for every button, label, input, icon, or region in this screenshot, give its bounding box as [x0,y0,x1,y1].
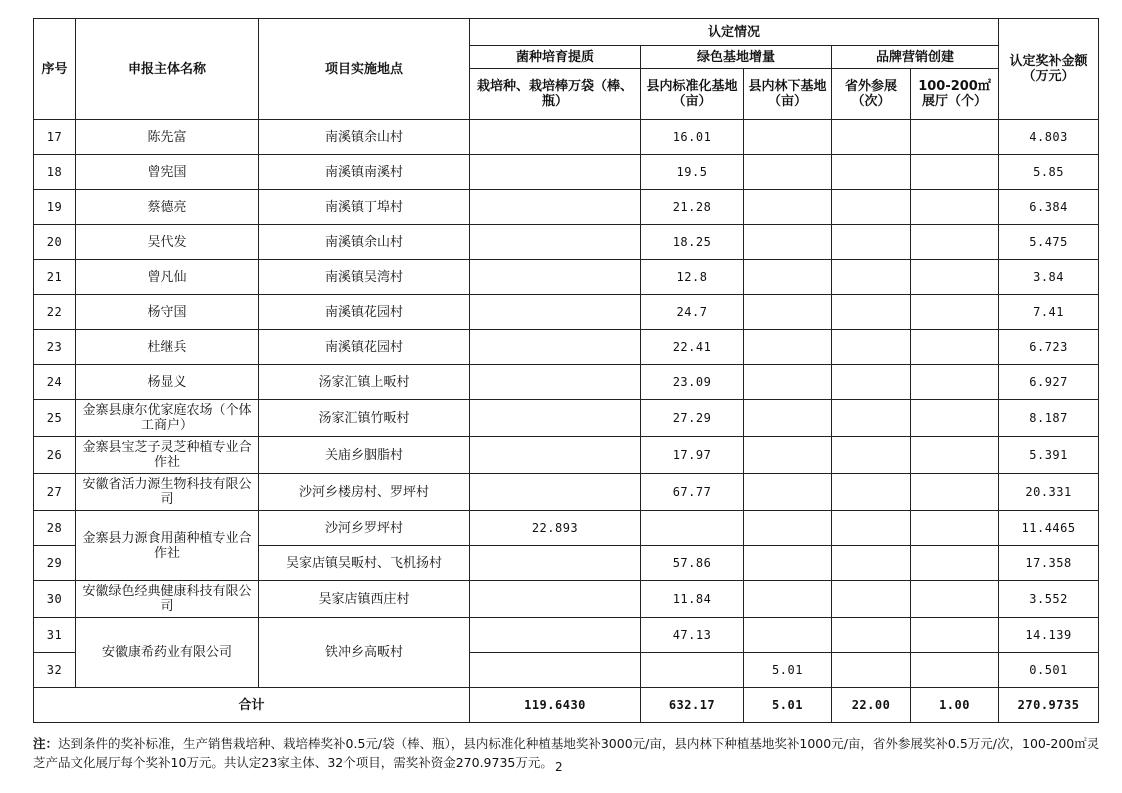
cell-amount: 6.723 [999,330,1099,365]
cell-amount: 3.84 [999,260,1099,295]
table-row [34,400,1099,437]
cell-seq: 25 [34,400,76,437]
total-amount: 270.9735 [999,688,1099,723]
cell-hall [911,653,999,688]
cell-std: 11.84 [641,581,744,618]
cell-cultivar [470,618,641,653]
cell-name: 金寨县力源食用菌种植专业合作社 [76,511,259,581]
header-std-base: 县内标准化基地（亩） [641,69,744,120]
header-group-green: 绿色基地增量 [641,46,832,69]
cell-amount: 5.475 [999,225,1099,260]
cell-seq: 18 [34,155,76,190]
cell-hall [911,295,999,330]
header-row-1 [34,19,1099,46]
cell-seq: 32 [34,653,76,688]
cell-seq: 30 [34,581,76,618]
cell-expo [832,295,911,330]
header-seq: 序号 [34,19,76,120]
cell-amount: 5.85 [999,155,1099,190]
cell-forest [744,474,832,511]
cell-cultivar [470,225,641,260]
cell-name: 曾凡仙 [76,260,259,295]
table-row [34,474,1099,511]
total-forest: 5.01 [744,688,832,723]
cell-seq: 27 [34,474,76,511]
cell-cultivar [470,190,641,225]
cell-std: 57.86 [641,546,744,581]
cell-cultivar [470,330,641,365]
cell-forest [744,365,832,400]
total-std: 632.17 [641,688,744,723]
table-row [34,511,1099,546]
cell-amount: 3.552 [999,581,1099,618]
cell-std: 16.01 [641,120,744,155]
header-name: 申报主体名称 [76,19,259,120]
cell-expo [832,474,911,511]
cell-amount: 20.331 [999,474,1099,511]
cell-expo [832,260,911,295]
cell-seq: 19 [34,190,76,225]
footnote-text: 达到条件的奖补标准，生产销售栽培种、栽培棒奖补0.5元/袋（棒、瓶），县内标准化种植基地奖补3000元/亩，县内林下种植基地奖补1000元/亩，省外参展奖补0.5万元/次，100-200㎡灵芝产品文化展厅每个奖补10万元。共认定23家主体、32个项目，需奖补资金270.9735万元。 [33,736,1100,770]
cell-hall [911,474,999,511]
cell-forest [744,260,832,295]
cell-hall [911,618,999,653]
cell-std: 12.8 [641,260,744,295]
cell-expo [832,511,911,546]
cell-cultivar [470,581,641,618]
cell-forest [744,295,832,330]
table-row [34,330,1099,365]
cell-cultivar [470,155,641,190]
cell-location: 沙河乡楼房村、罗坪村 [259,474,470,511]
cell-location: 南溪镇南溪村 [259,155,470,190]
cell-forest [744,618,832,653]
cell-hall [911,260,999,295]
cell-forest [744,120,832,155]
header-location: 项目实施地点 [259,19,470,120]
cell-hall [911,581,999,618]
cell-amount: 7.41 [999,295,1099,330]
cell-std: 22.41 [641,330,744,365]
cell-std: 21.28 [641,190,744,225]
cell-name: 金寨县康尔优家庭农场（个体工商户） [76,400,259,437]
cell-location: 沙河乡罗坪村 [259,511,470,546]
cell-name: 安徽省活力源生物科技有限公司 [76,474,259,511]
footnote [33,734,1103,772]
cell-hall [911,155,999,190]
cell-expo [832,225,911,260]
cell-seq: 20 [34,225,76,260]
total-cultivar: 119.6430 [470,688,641,723]
cell-std: 24.7 [641,295,744,330]
cell-cultivar [470,295,641,330]
cell-expo [832,400,911,437]
cell-cultivar [470,474,641,511]
cell-hall [911,225,999,260]
table-row [34,365,1099,400]
cell-amount: 0.501 [999,653,1099,688]
cell-cultivar [470,546,641,581]
header-expo: 省外参展（次） [832,69,911,120]
cell-name: 安徽绿色经典健康科技有限公司 [76,581,259,618]
header-cultivar: 栽培种、栽培棒万袋（棒、瓶） [470,69,641,120]
cell-cultivar [470,400,641,437]
cell-location: 南溪镇丁埠村 [259,190,470,225]
cell-expo [832,120,911,155]
cell-location: 南溪镇花园村 [259,330,470,365]
cell-expo [832,618,911,653]
cell-std [641,653,744,688]
cell-location: 关庙乡胭脂村 [259,437,470,474]
cell-cultivar [470,653,641,688]
cell-forest [744,581,832,618]
cell-expo [832,330,911,365]
header-group-brand: 品牌营销创建 [832,46,999,69]
header-hall: 100-200㎡展厅（个） [911,69,999,120]
cell-std: 47.13 [641,618,744,653]
subsidy-table-container [33,18,1098,723]
cell-seq: 28 [34,511,76,546]
cell-amount: 6.384 [999,190,1099,225]
table-row [34,581,1099,618]
cell-seq: 24 [34,365,76,400]
cell-forest [744,546,832,581]
cell-name: 安徽康希药业有限公司 [76,618,259,688]
header-group-strain: 菌种培育提质 [470,46,641,69]
subsidy-table [33,18,1099,723]
cell-cultivar [470,120,641,155]
cell-hall [911,190,999,225]
cell-hall [911,437,999,474]
cell-expo [832,581,911,618]
cell-std: 27.29 [641,400,744,437]
total-expo: 22.00 [832,688,911,723]
cell-forest [744,511,832,546]
cell-amount: 4.803 [999,120,1099,155]
total-hall: 1.00 [911,688,999,723]
cell-std [641,511,744,546]
cell-std: 23.09 [641,365,744,400]
cell-name: 杨守国 [76,295,259,330]
cell-expo [832,437,911,474]
cell-amount: 11.4465 [999,511,1099,546]
cell-hall [911,546,999,581]
cell-location: 汤家汇镇竹畈村 [259,400,470,437]
cell-amount: 14.139 [999,618,1099,653]
cell-cultivar [470,260,641,295]
table-row [34,225,1099,260]
table-row [34,120,1099,155]
cell-hall [911,511,999,546]
table-row [34,155,1099,190]
cell-seq: 26 [34,437,76,474]
cell-location: 汤家汇镇上畈村 [259,365,470,400]
cell-location: 南溪镇花园村 [259,295,470,330]
cell-name: 吴代发 [76,225,259,260]
cell-std: 17.97 [641,437,744,474]
table-row [34,618,1099,653]
cell-forest [744,437,832,474]
cell-expo [832,155,911,190]
cell-forest [744,190,832,225]
cell-forest [744,330,832,365]
cell-forest [744,400,832,437]
cell-name: 蔡德亮 [76,190,259,225]
cell-hall [911,120,999,155]
cell-std: 18.25 [641,225,744,260]
cell-expo [832,653,911,688]
cell-location: 吴家店镇吴畈村、飞机扬村 [259,546,470,581]
total-row [34,688,1099,723]
cell-hall [911,330,999,365]
cell-seq: 29 [34,546,76,581]
cell-amount: 5.391 [999,437,1099,474]
table-row [34,295,1099,330]
cell-cultivar [470,365,641,400]
footnote-label: 注： [33,736,59,751]
cell-seq: 21 [34,260,76,295]
cell-name: 杜继兵 [76,330,259,365]
cell-seq: 22 [34,295,76,330]
table-row [34,260,1099,295]
page-number: 2 [555,760,563,774]
cell-std: 67.77 [641,474,744,511]
cell-name: 陈先富 [76,120,259,155]
cell-location: 吴家店镇西庄村 [259,581,470,618]
cell-location: 铁冲乡高畈村 [259,618,470,688]
cell-amount: 6.927 [999,365,1099,400]
cell-cultivar [470,437,641,474]
cell-name: 杨显义 [76,365,259,400]
cell-name: 曾宪国 [76,155,259,190]
header-forest-base: 县内林下基地（亩） [744,69,832,120]
cell-location: 南溪镇吴湾村 [259,260,470,295]
cell-std: 19.5 [641,155,744,190]
total-label: 合计 [34,688,470,723]
cell-hall [911,400,999,437]
cell-forest: 5.01 [744,653,832,688]
cell-hall [911,365,999,400]
cell-amount: 8.187 [999,400,1099,437]
table-row [34,190,1099,225]
cell-seq: 31 [34,618,76,653]
header-recognition: 认定情况 [470,19,999,46]
cell-name: 金寨县宝芝子灵芝种植专业合作社 [76,437,259,474]
cell-location: 南溪镇余山村 [259,225,470,260]
cell-amount: 17.358 [999,546,1099,581]
cell-seq: 23 [34,330,76,365]
cell-expo [832,190,911,225]
cell-cultivar: 22.893 [470,511,641,546]
table-row [34,437,1099,474]
header-amount: 认定奖补金额（万元） [999,19,1099,120]
cell-seq: 17 [34,120,76,155]
cell-expo [832,365,911,400]
cell-forest [744,155,832,190]
cell-forest [744,225,832,260]
cell-expo [832,546,911,581]
cell-location: 南溪镇余山村 [259,120,470,155]
